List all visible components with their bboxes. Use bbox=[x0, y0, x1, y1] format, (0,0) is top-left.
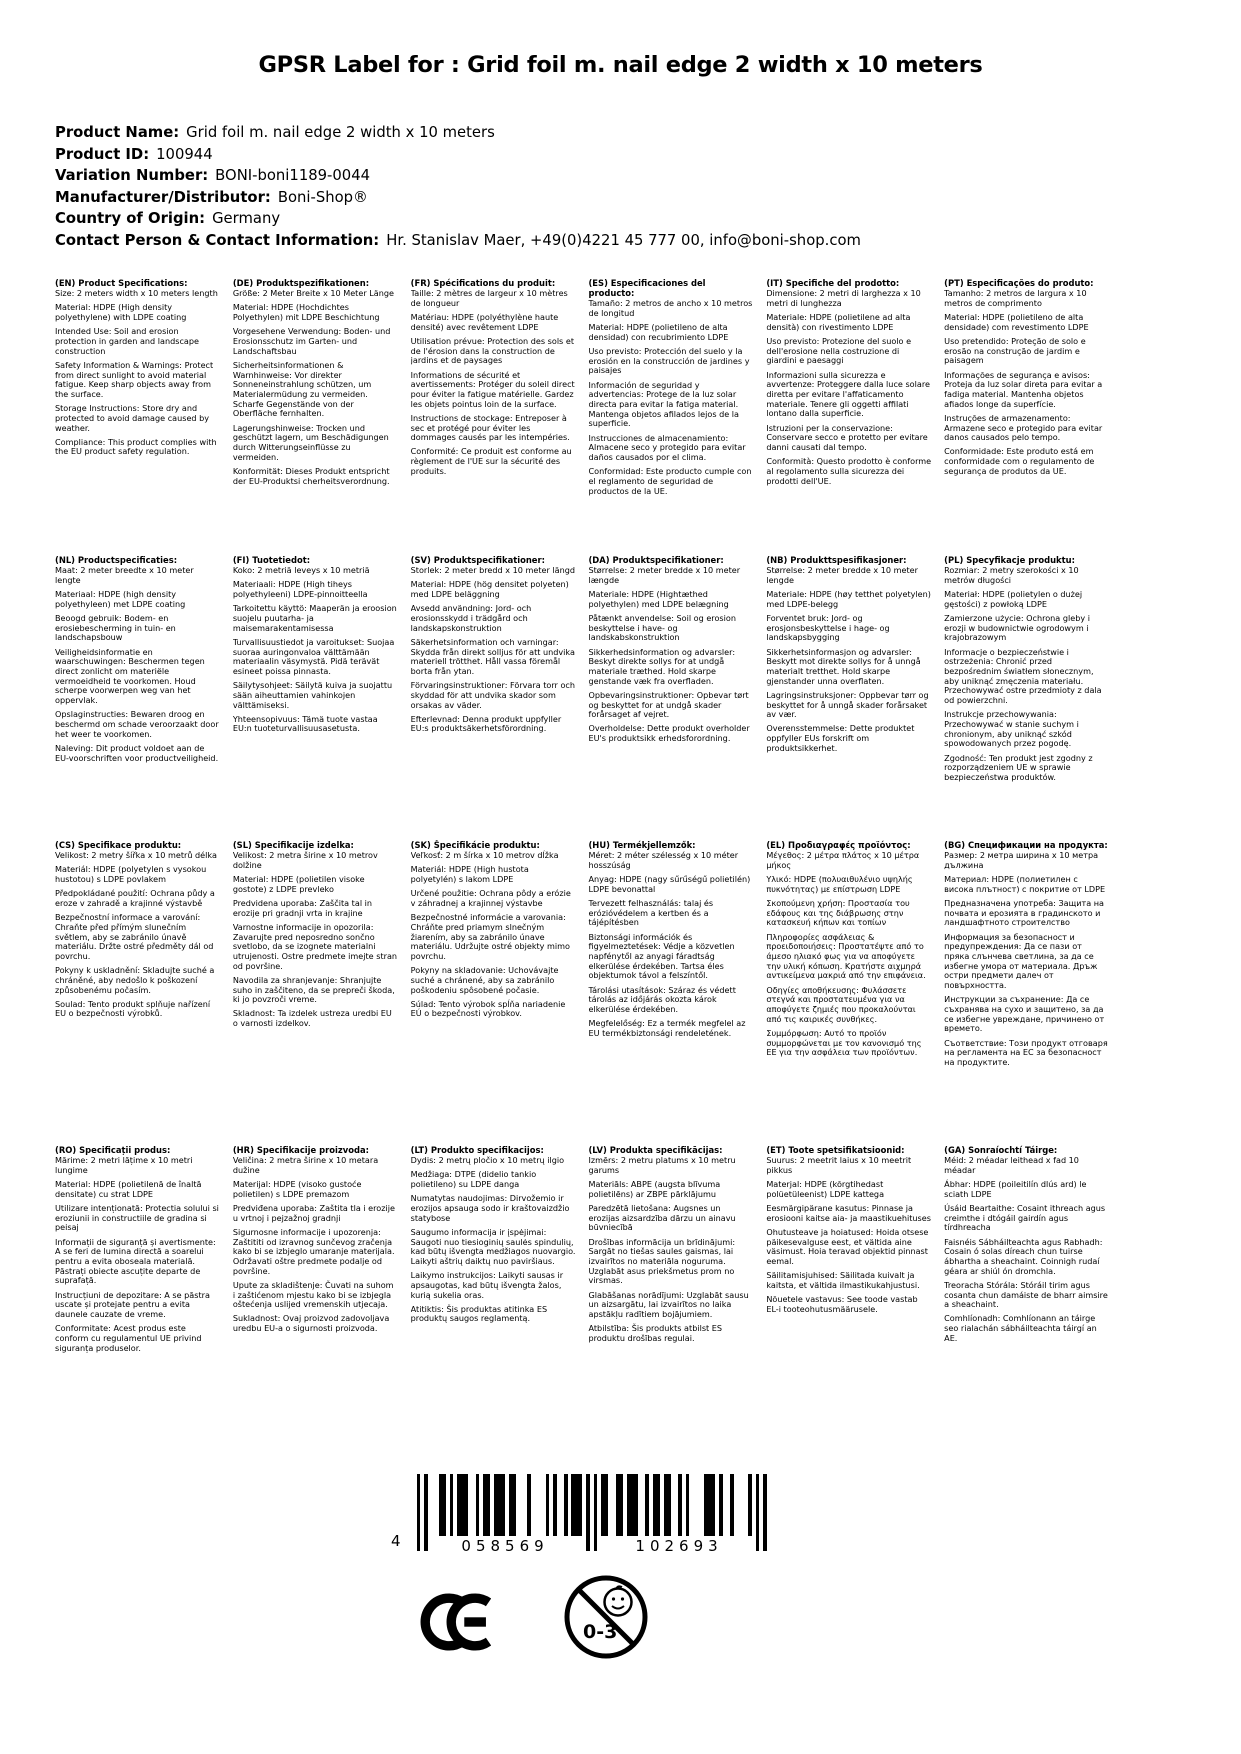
spec-paragraph: Μέγεθος: 2 μέτρα πλάτος x 10 μέτρα μήκος bbox=[766, 850, 920, 870]
spec-paragraph: Compliance: This product complies with the EU product safety regulation. bbox=[55, 436, 217, 457]
info-row-3 bbox=[55, 187, 861, 209]
spec-paragraph: Conformidade: Este produto está em conformidade com o regulamento de segurança de produtos da UE. bbox=[944, 446, 1095, 476]
spec-paragraph: Предназначена употреба: Защита на почвата и ерозията в градинското и ландшафтното строителство bbox=[944, 897, 1104, 928]
spec-paragraph: Uso previsto: Protezione del suolo e dell'erosione nella costruzione di giardini e paesaggi bbox=[766, 335, 912, 366]
spec-paragraph: Zgodność: Ten produkt jest zgodny z rozporządzeniem UE w sprawie bezpieczeństwa produktów. bbox=[944, 752, 1093, 782]
spec-paragraph: Dydis: 2 metrų pločio x 10 metrų ilgio bbox=[410, 1155, 565, 1166]
spec-paragraph: Σκοπούμενη χρήση: Προστασία του εδάφους και της διάβρωσης στην κατασκευή κήπων και τοπίων bbox=[766, 897, 910, 928]
spec-paragraph: Material: HDPE (polietileno de alta densidad) con recubrimiento LDPE bbox=[588, 322, 729, 342]
spec-paragraph: Safety Information & Warnings: Protect from direct sunlight to avoid material fatigue. Keep sharp objects away from the surface. bbox=[55, 359, 214, 399]
spec-paragraph: Materijal: HDPE (visoko gustoće polietilen) s LDPE premazom bbox=[232, 1178, 362, 1199]
spec-paragraph: Intended Use: Soil and erosion protection in garden and landscape construction bbox=[55, 326, 199, 356]
spec-block-ro bbox=[55, 1145, 222, 1475]
spec-heading: (ES) Especificaciones del producto: bbox=[588, 278, 706, 299]
spec-heading: (FI) Tuotetiedot: bbox=[232, 555, 311, 565]
spec-paragraph: Lagerungshinweise: Trocken und geschützt lagern, um Beschädigungen durch Witterungseinflüsse zu vermeiden. bbox=[232, 422, 389, 462]
spec-paragraph: Bezpečnostní informace a varování: Chraňte před přímým slunečním světlem, aby se zabránilo únavě materiálu. Držte ostré předměty dál od povrchu. bbox=[55, 912, 214, 961]
spec-paragraph: Skladnost: Ta izdelek ustreza uredbi EU o varnosti izdelkov. bbox=[232, 1008, 392, 1029]
spec-paragraph: Påtænkt anvendelse: Soil og erosion beskyttelse i have- og landskabskonstruktion bbox=[588, 612, 736, 643]
spec-block-da bbox=[588, 555, 755, 840]
spec-paragraph: Säkerhetsinformation och varningar: Skydda från direkt solljus för att undvika materiell trötthet. Håll vassa föremål borta från ytan. bbox=[410, 636, 575, 676]
spec-paragraph: Инструкции за съхранение: Да се съхранява на сухо и защитено, за да се избегне увреждане, причинено от времето. bbox=[944, 994, 1105, 1034]
spec-heading: (LT) Produkto specifikacijos: bbox=[410, 1145, 544, 1155]
info-value: Boni-Shop® bbox=[277, 188, 368, 206]
spec-block-bg bbox=[944, 840, 1111, 1145]
spec-block-lt bbox=[411, 1145, 578, 1475]
spec-paragraph: Материал: HDPE (полиетилен с висока плътност) с покритие от LDPE bbox=[944, 873, 1106, 894]
spec-paragraph: Istruzioni per la conservazione: Conservare secco e protetto per evitare danni causati dal tempo. bbox=[766, 422, 928, 452]
spec-paragraph: Paredzētā lietošana: Augsnes un erozijas aizsardzība dārzu un ainavu būvniecībā bbox=[588, 1202, 736, 1233]
spec-block-et bbox=[766, 1145, 933, 1475]
spec-block-pt bbox=[944, 278, 1111, 555]
spec-paragraph: Conformité: Ce produit est conforme au règlement de l'UE sur la sécurité des produits. bbox=[410, 446, 572, 476]
spec-paragraph: Material: HDPE (polietilen visoke gostote) z LDPE prevleko bbox=[232, 873, 365, 894]
spec-paragraph: Størrelse: 2 meter bredde x 10 meter lengde bbox=[766, 565, 918, 585]
spec-paragraph: Material: HDPE (polietilenă de înaltă densitate) cu strat LDPE bbox=[55, 1178, 202, 1199]
spec-paragraph: Opbevaringsinstruktioner: Opbevar tørt og beskyttet for at undgå skader forårsaget af vejret. bbox=[588, 689, 749, 720]
spec-heading: (BG) Спецификации на продукта: bbox=[944, 840, 1108, 850]
spec-paragraph: Förvaringsinstruktioner: Förvara torr och skyddad för att undvika skador som orsakas av väder. bbox=[410, 680, 575, 710]
spec-paragraph: Informații de siguranță și avertismente: A se feri de lumina directă a soarelui pentru a evita oboseala materială. Păstrați obiecte ascuțite departe de suprafață. bbox=[55, 1236, 216, 1286]
info-label: Manufacturer/Distributor: bbox=[55, 188, 271, 206]
barcode-bar bbox=[763, 1474, 767, 1551]
spec-paragraph: Forventet bruk: Jord- og erosjonsbeskyttelse i hage- og landskapsbygging bbox=[766, 612, 890, 643]
spec-paragraph: Koko: 2 metriä leveys x 10 metriä bbox=[232, 565, 370, 576]
barcode-bars bbox=[417, 1474, 767, 1555]
spec-paragraph: Veľkosť: 2 m šírka x 10 metrov dĺžka bbox=[410, 850, 559, 861]
info-row-5 bbox=[55, 230, 861, 252]
spec-paragraph: Anyag: HDPE (nagy sűrűségű polietilén) LDPE bevonattal bbox=[588, 873, 751, 894]
spec-paragraph: Συμμόρφωση: Αυτό το προϊόν συμμορφώνεται με τον κανονισμό της ΕΕ για την ασφάλεια των προϊόντων. bbox=[766, 1027, 922, 1058]
spec-heading: (DA) Produktspecifikationer: bbox=[588, 555, 724, 565]
spec-block-es bbox=[588, 278, 755, 555]
spec-paragraph: Tarkoitettu käyttö: Maaperän ja eroosion suojelu puutarha- ja maisemarakentamisessa bbox=[232, 603, 397, 633]
spec-paragraph: Taille: 2 mètres de largeur x 10 mètres de longueur bbox=[410, 288, 568, 308]
spec-paragraph: Sikkerhedsinformation og advarsler: Beskyt direkte sollys for at undgå materiale træthed. Hold skarpe genstande væk fra overfladen. bbox=[588, 646, 736, 686]
spec-paragraph: Instrucțiuni de depozitare: A se păstra uscate și protejate pentru a evita daunele cauzate de vreme. bbox=[55, 1289, 210, 1319]
spec-heading: (SL) Specifikacije izdelka: bbox=[232, 840, 354, 850]
spec-paragraph: Materjal: HDPE (kõrgtihedast polüetüleenist) LDPE kattega bbox=[766, 1178, 885, 1199]
spec-paragraph: Sukladnost: Ovaj proizvod zadovoljava uredbu EU-a o sigurnosti proizvoda. bbox=[232, 1313, 390, 1334]
spec-paragraph: Material: HDPE (Hochdichtes Polyethylen) mit LDPE Beschichtung bbox=[232, 302, 380, 322]
spec-heading: (PT) Especificações do produto: bbox=[944, 278, 1094, 288]
spec-heading: (EN) Product Specifications: bbox=[55, 278, 188, 288]
spec-paragraph: Comhlíonadh: Comhlíonann an táirge seo rialachán sábháilteachta táirgí an AE. bbox=[944, 1313, 1097, 1343]
spec-block-el bbox=[766, 840, 933, 1145]
spec-paragraph: Materiál: HDPE (polyetylen s vysokou hustotou) s LDPE povlakem bbox=[55, 864, 207, 884]
page-title: GPSR Label for : Grid foil m. nail edge 2 width x 10 meters bbox=[258, 52, 983, 78]
spec-block-hu bbox=[588, 840, 755, 1145]
spec-paragraph: Υλικό: HDPE (πολυαιθυλένιο υψηλής πυκνότητας) με επίστρωση LDPE bbox=[766, 873, 913, 894]
spec-paragraph: Instructions de stockage: Entreposer à sec et protégé pour éviter les dommages causés par les intempéries. bbox=[410, 412, 570, 443]
spec-block-sl bbox=[233, 840, 400, 1145]
barcode-digits-group1: 058569 bbox=[461, 1537, 549, 1555]
spec-paragraph: Instrukcje przechowywania: Przechowywać w stanie suchym i chronionym, aby uniknąć szkód spowodowanych przez pogodę. bbox=[944, 709, 1079, 749]
info-label: Product Name: bbox=[55, 124, 180, 141]
spec-paragraph: Velikost: 2 metra širine x 10 metrov dolžine bbox=[232, 850, 378, 870]
spec-paragraph: Opslaginstructies: Bewaren droog en beschermd om schade veroorzaakt door het weer te voorkomen. bbox=[55, 709, 219, 739]
info-value: Grid foil m. nail edge 2 width x 10 meters bbox=[186, 124, 495, 141]
spec-paragraph: Οδηγίες αποθήκευσης: Φυλάσσετε στεγνά και προστατευμένα για να αποφύγετε ζημιές που προκαλούνται από τις καιρικές συνθήκες. bbox=[766, 984, 916, 1024]
spec-paragraph: Veiligheidsinformatie en waarschuwingen: Beschermen tegen direct zonlicht om materiële vermoeidheid te voorkomen. Houd scherpe voorwerpen weg van het oppervlak. bbox=[55, 646, 205, 706]
spec-paragraph: Informações de segurança e avisos: Proteja da luz solar direta para evitar a fadiga material. Mantenha objetos afiados longe da superfície. bbox=[944, 369, 1103, 409]
info-value: 100944 bbox=[156, 145, 213, 163]
age-warning-text: 0-3 bbox=[583, 1621, 618, 1643]
spec-block-it bbox=[766, 278, 933, 555]
spec-paragraph: Méid: 2 méadar leithead x fad 10 méadar bbox=[944, 1155, 1079, 1175]
spec-paragraph: Určené použitie: Ochrana pôdy a erózie v záhradnej a krajinnej výstavbe bbox=[410, 888, 571, 908]
spec-paragraph: Medžiaga: DTPE (didelio tankio polietileno) su LDPE danga bbox=[410, 1169, 537, 1189]
spec-block-nl bbox=[55, 555, 222, 840]
spec-paragraph: Informazioni sulla sicurezza e avvertenze: Proteggere dalla luce solare diretta per evitare l'affaticamento materiale. Tenere gli oggetti affilati lontano dalla superficie. bbox=[766, 369, 930, 419]
spec-paragraph: Súlad: Tento výrobok spĺňa nariadenie EÚ o bezpečnosti výrobkov. bbox=[410, 998, 566, 1019]
info-row-1 bbox=[55, 144, 861, 166]
spec-paragraph: Size: 2 meters width x 10 meters length bbox=[55, 288, 218, 299]
spec-block-fr bbox=[411, 278, 578, 555]
barcode-digit-left: 4 bbox=[391, 1532, 401, 1550]
info-label: Product ID: bbox=[55, 145, 150, 163]
spec-paragraph: Størrelse: 2 meter bredde x 10 meter længde bbox=[588, 565, 741, 585]
spec-paragraph: Sigurnosne informacije i upozorenja: Zaštititi od izravnog sunčevog zračenja kako bi se izbjeglo umaranje materijala. Održavati oštre predmete podalje od površine. bbox=[232, 1226, 395, 1276]
spec-block-fi bbox=[233, 555, 400, 840]
spec-paragraph: Numatytas naudojimas: Dirvožemio ir erozijos apsauga sodo ir kraštovaizdžio statybose bbox=[410, 1193, 570, 1223]
spec-heading: (SV) Produktspecifikationer: bbox=[410, 555, 545, 565]
product-info bbox=[55, 122, 861, 251]
spec-block-en bbox=[55, 278, 222, 555]
spec-paragraph: Pokyny k uskladnění: Skladujte suché a chráněné, aby nedošlo k poškození způsobenému počasím. bbox=[55, 965, 215, 995]
spec-block-pl bbox=[944, 555, 1111, 840]
spec-heading: (ET) Toote spetsifikatsioonid: bbox=[766, 1145, 905, 1155]
spec-grid bbox=[55, 278, 1111, 1475]
spec-paragraph: Utilisation prévue: Protection des sols et de l'érosion dans la construction de jardins et de paysages bbox=[410, 335, 575, 366]
barcode-digits-group2: 102693 bbox=[635, 1537, 723, 1555]
spec-paragraph: Upute za skladištenje: Čuvati na suhom i zaštićenom mjestu kako bi se izbjegla oštećenja uslijed vremenskih utjecaja. bbox=[232, 1279, 394, 1310]
spec-paragraph: Conformitate: Acest produs este conform cu regulamentul UE privind siguranța produselor. bbox=[55, 1323, 202, 1353]
spec-heading: (CS) Specifikace produktu: bbox=[55, 840, 182, 850]
spec-paragraph: Glabāšanas norādījumi: Uzglabāt sausu un aizsargātu, lai izvairītos no laika apstākļu radītiem bojājumiem. bbox=[588, 1289, 749, 1319]
spec-paragraph: Varnostne informacije in opozorila: Zavarujte pred neposredno sončno svetlobo, da se izognete materialni utrujenosti. Ostre predmete imejte stran od površine. bbox=[232, 921, 398, 971]
spec-paragraph: Dimensione: 2 metri di larghezza x 10 metri di lunghezza bbox=[766, 288, 921, 308]
spec-paragraph: Pokyny na skladovanie: Uchovávajte suché a chránené, aby sa zabránilo poškodeniu spôsobené počasie. bbox=[410, 965, 559, 995]
spec-paragraph: Úsáid Beartaithe: Cosaint ithreach agus creimthe i dtógáil gairdín agus tírdhreacha bbox=[944, 1202, 1106, 1233]
spec-paragraph: Turvallisuustiedot ja varoitukset: Suojaa suoraa auringonvaloa välttämään materiaalin väsymystä. Pidä terävät esineet poissa pinnasta. bbox=[232, 636, 395, 676]
spec-paragraph: Atitiktis: Šis produktas atitinka ES produktų saugos reglamentą. bbox=[410, 1303, 548, 1324]
spec-paragraph: Overensstemmelse: Dette produktet oppfyller EUs forskrift om produktsikkerhet. bbox=[766, 723, 915, 753]
spec-paragraph: Съответствие: Този продукт отговаря на регламента на ЕС за безопасност на продуктите. bbox=[944, 1037, 1108, 1067]
info-row-4 bbox=[55, 208, 861, 230]
spec-paragraph: Storlek: 2 meter bredd x 10 meter längd bbox=[410, 565, 575, 576]
spec-paragraph: Maat: 2 meter breedte x 10 meter lengte bbox=[55, 565, 194, 585]
spec-paragraph: Biztonsági információk és figyelmeztetések: Védje a közvetlen napfénytől az anyagi fáradtság elkerülése érdekében. Tartsa éles objektumok távol a felszíntől. bbox=[588, 931, 735, 981]
spec-paragraph: Säilitamisjuhised: Säilitada kuivalt ja kaitsta, et vältida ilmastikukahjustusi. bbox=[766, 1270, 920, 1290]
spec-paragraph: Conformidad: Este producto cumple con el reglamento de seguridad de productos de la UE. bbox=[588, 466, 752, 496]
spec-paragraph: Materiaal: HDPE (high density polyethyleen) met LDPE coating bbox=[55, 588, 186, 609]
spec-paragraph: Materiale: HDPE (høy tetthet polyetylen) med LDPE-belegg bbox=[766, 588, 931, 609]
spec-paragraph: Méret: 2 méter szélesség x 10 méter hosszúság bbox=[588, 850, 739, 870]
spec-paragraph: Megfelelőség: Ez a termék megfelel az EU termékbiztonsági rendeletének. bbox=[588, 1018, 746, 1038]
spec-heading: (LV) Produkta specifikācijas: bbox=[588, 1145, 723, 1155]
info-label: Contact Person & Contact Information: bbox=[55, 231, 380, 249]
spec-paragraph: Informations de sécurité et avertissements: Protéger du soleil direct pour éviter la fatigue matérielle. Gardez les objets pointus loin de la surface. bbox=[410, 369, 575, 409]
spec-paragraph: Instruções de armazenamento: Armazene seco e protegido para evitar danos causados pelo tempo. bbox=[944, 412, 1103, 443]
spec-paragraph: Lagringsinstruksjoner: Oppbevar tørr og beskyttet for å unngå skader forårsaket av vær. bbox=[766, 689, 929, 720]
spec-block-sv bbox=[411, 555, 578, 840]
spec-block-lv bbox=[588, 1145, 755, 1475]
spec-paragraph: Uso previsto: Protección del suelo y la erosión en la construcción de jardines y paisajes bbox=[588, 345, 750, 376]
spec-paragraph: Efterlevnad: Denna produkt uppfyller EU:s produktsäkerhetsförordning. bbox=[410, 713, 562, 734]
spec-heading: (DE) Produktspezifikationen: bbox=[232, 278, 370, 288]
spec-paragraph: Instrucciones de almacenamiento: Almacene seco y protegido para evitar daños causados por el clima. bbox=[588, 432, 746, 462]
spec-paragraph: Saugumo informacija ir įspėjimai: Saugoti nuo tiesioginių saulės spindulių, kad būtų išvengta medžiagos nuovargio. Laikyti aštrių daiktų nuo paviršiaus. bbox=[410, 1226, 576, 1266]
spec-paragraph: Material: HDPE (High density polyethylene) with LDPE coating bbox=[55, 302, 187, 322]
spec-paragraph: Tervezett felhasználás: talaj és erózióvédelem a kertben és a tájépítésben bbox=[588, 897, 714, 928]
spec-heading: (GA) Sonraíochtí Táirge: bbox=[944, 1145, 1058, 1155]
spec-paragraph: Beoogd gebruik: Bodem- en erosiebescherming in tuin- en landschapsbouw bbox=[55, 612, 176, 643]
ce-mark-icon bbox=[413, 1593, 491, 1655]
spec-paragraph: Konformität: Dieses Produkt entspricht der EU-Produktsi cherheitsverordnung. bbox=[232, 465, 390, 486]
spec-heading: (HR) Specifikacije proizvoda: bbox=[232, 1145, 369, 1155]
spec-paragraph: Predvidena uporaba: Zaščita tal in erozije pri gradnji vrta in krajine bbox=[232, 897, 373, 918]
spec-paragraph: Información de seguridad y advertencias: Protege de la luz solar directa para evitar la fatiga material. Mantenga objetos afilados lejos de la superficie. bbox=[588, 379, 740, 429]
spec-paragraph: Drošības informācija un brīdinājumi: Sargāt no tiešas saules gaismas, lai izvairītos no materiāla noguruma. Uzglabāt asus priekšmetus prom no virsmas. bbox=[588, 1236, 736, 1286]
spec-block-de bbox=[233, 278, 400, 555]
spec-paragraph: Bezpečnostné informácie a varovania: Chráňte pred priamym slnečným žiarením, aby sa zabránilo únave materiálu. Udržujte ostré objekty mimo povrchu. bbox=[410, 912, 571, 961]
info-value: Germany bbox=[212, 210, 281, 227]
spec-paragraph: Material: HDPE (hög densitet polyeten) med LDPE beläggning bbox=[410, 579, 569, 599]
spec-heading: (HU) Termékjellemzők: bbox=[588, 840, 696, 850]
spec-paragraph: Laikymo instrukcijos: Laikyti sausas ir apsaugotas, kad būtų išvengta žalos, kurią sukelia oras. bbox=[410, 1270, 564, 1300]
spec-paragraph: Größe: 2 Meter Breite x 10 Meter Länge bbox=[232, 288, 394, 299]
info-row-0 bbox=[55, 122, 861, 144]
spec-paragraph: Vorgesehene Verwendung: Boden- und Erosionsschutz im Garten- und Landschaftsbau bbox=[232, 326, 391, 356]
spec-paragraph: Materiaali: HDPE (High tiheys polyethyleeni) LDPE-pinnoitteella bbox=[232, 579, 368, 599]
spec-paragraph: Информация за безопасност и предупреждения: Да се пази от пряка слънчева светлина, за да се избегне умора от материала. Дръж остри предмети далеч от повърхността. bbox=[944, 931, 1098, 991]
spec-heading: (IT) Specifiche del prodotto: bbox=[766, 278, 900, 288]
spec-heading: (EL) Προδιαγραφές προϊόντος: bbox=[766, 840, 911, 850]
spec-paragraph: Zamierzone użycie: Ochrona gleby i erozji w budownictwie ogrodowym i krajobrazowym bbox=[944, 612, 1090, 643]
spec-paragraph: Atbilstība: Šis produkts atbilst ES produktu drošības regulai. bbox=[588, 1323, 723, 1343]
spec-paragraph: Storage Instructions: Store dry and protected to avoid damage caused by weather. bbox=[55, 403, 210, 433]
spec-heading: (NB) Produkttspesifikasjoner: bbox=[766, 555, 907, 565]
spec-paragraph: Sikkerhetsinformasjon og advarsler: Beskytt mot direkte sollys for å unngå materialt tretthet. Hold skarpe gjenstander unna overflaten. bbox=[766, 646, 921, 686]
spec-paragraph: Matériau: HDPE (polyéthylène haute densité) avec revêtement LDPE bbox=[410, 311, 559, 332]
spec-paragraph: Sicherheitsinformationen & Warnhinweise: Vor direkter Sonneneinstrahlung schützen, um Materialermüdung zu vermeiden. Scharfe Gegenstände von der Oberfläche fernhalten. bbox=[232, 359, 372, 419]
spec-paragraph: Materiale: HDPE (polietilene ad alta densità) con rivestimento LDPE bbox=[766, 311, 911, 332]
spec-paragraph: Uso pretendido: Proteção de solo e erosão na construção de jardim e paisagem bbox=[944, 335, 1086, 366]
spec-paragraph: Informacje o bezpieczeństwie i ostrzeżenia: Chronić przed bezpośrednim światłem słonecznym, aby uniknąć zmęczenia materiału. Przechowywać ostre przedmioty z dala od powierzchni. bbox=[944, 646, 1102, 706]
info-label: Country of Origin: bbox=[55, 210, 206, 227]
spec-paragraph: Yhteensopivuus: Tämä tuote vastaa EU:n tuoteturvallisuusasetusta. bbox=[232, 713, 378, 734]
spec-paragraph: Faisnéis Sábháilteachta agus Rabhadh: Cosain ó solas díreach chun tuirse ábhartha a sheachaint. Coinnigh rudaí géara ar shiúl ón dromchla. bbox=[944, 1236, 1103, 1276]
spec-paragraph: Materiale: HDPE (Hightæthed polyethylen) med LDPE belægning bbox=[588, 588, 729, 609]
spec-paragraph: Izmērs: 2 metru platums x 10 metru garums bbox=[588, 1155, 736, 1175]
spec-block-sk bbox=[411, 840, 578, 1145]
info-value: Hr. Stanislav Maer, +49(0)4221 45 777 00, info@boni-shop.com bbox=[386, 231, 861, 249]
spec-heading: (PL) Specyfikacje produktu: bbox=[944, 555, 1075, 565]
info-row-2 bbox=[55, 165, 861, 187]
spec-paragraph: Veličina: 2 metra širine x 10 metara dužine bbox=[232, 1155, 379, 1175]
spec-paragraph: Säilytysohjeet: Säilytä kuiva ja suojattu sään aiheuttamien vahinkojen välttämiseksi. bbox=[232, 680, 393, 710]
spec-block-cs bbox=[55, 840, 222, 1145]
spec-paragraph: Ábhar: HDPE (poileitilín dlús ard) le sciath LDPE bbox=[944, 1178, 1087, 1199]
spec-paragraph: Materiál: HDPE (High hustota polyetylén) s lakom LDPE bbox=[410, 864, 529, 884]
spec-paragraph: Materiāls: ABPE (augsta blīvuma polietilēns) ar ZBPE pārklājumu bbox=[588, 1178, 721, 1199]
spec-heading: (FR) Spécifications du produit: bbox=[410, 278, 556, 288]
barcode bbox=[391, 1474, 767, 1574]
spec-heading: (NL) Productspecificaties: bbox=[55, 555, 178, 565]
spec-paragraph: Размер: 2 метра ширина x 10 метра дължина bbox=[944, 850, 1099, 870]
spec-paragraph: Predviđena uporaba: Zaštita tla i erozije u vrtnoj i pejzažnoj gradnji bbox=[232, 1202, 395, 1223]
spec-paragraph: Avsedd användning: Jord- och erosionsskydd i trädgård och landskapskonstruktion bbox=[410, 603, 532, 633]
spec-heading: (SK) Špecifikácie produktu: bbox=[410, 840, 540, 850]
spec-paragraph: Soulad: Tento produkt splňuje nařízení EU o bezpečnosti výrobků. bbox=[55, 998, 211, 1019]
spec-paragraph: Conformità: Questo prodotto è conforme al regolamento sulla sicurezza dei prodotti dell'UE. bbox=[766, 456, 932, 486]
spec-paragraph: Material: HDPE (polietileno de alta densidade) com revestimento LDPE bbox=[944, 311, 1089, 332]
spec-paragraph: Overholdelse: Dette produkt overholder EU's produktsikk erhedsforordning. bbox=[588, 723, 750, 744]
spec-block-nb bbox=[766, 555, 933, 840]
spec-paragraph: Velikost: 2 metry šířka x 10 metrů délka bbox=[55, 850, 217, 861]
spec-paragraph: Eesmärgipärane kasutus: Pinnase ja erosiooni kaitse aia- ja maastikuehituses bbox=[766, 1202, 931, 1223]
spec-paragraph: Navodila za shranjevanje: Shranjujte suho in zaščiteno, da se prepreči škoda, ki jo povzroči vreme. bbox=[232, 974, 395, 1005]
spec-paragraph: Předpokládané použití: Ochrana půdy a eroze v zahradě a krajinné výstavbě bbox=[55, 888, 215, 908]
info-value: BONI-boni1189-0044 bbox=[215, 167, 371, 184]
spec-paragraph: Ohutusteave ja hoiatused: Hoida otsese päikesevalguse eest, et vältida aine väsimust. Hoia teravad objektid pinnast eemal. bbox=[766, 1226, 929, 1266]
spec-paragraph: Tárolási utasítások: Száraz és védett tárolás az időjárás okozta károk elkerülése érdekében. bbox=[588, 984, 736, 1014]
spec-paragraph: Mărime: 2 metri lățime x 10 metri lungime bbox=[55, 1155, 193, 1175]
spec-paragraph: Treoracha Stórála: Stóráil tirim agus cosanta chun damáiste de bharr aimsire a sheachaint. bbox=[944, 1279, 1108, 1310]
spec-paragraph: Materiał: HDPE (polietylen o dużej gęstości) z powłoką LDPE bbox=[944, 588, 1083, 609]
spec-block-ga bbox=[944, 1145, 1111, 1475]
spec-heading: (RO) Specificații produs: bbox=[55, 1145, 171, 1155]
spec-block-hr bbox=[233, 1145, 400, 1475]
spec-paragraph: Rozmiar: 2 metry szerokości x 10 metrów długości bbox=[944, 565, 1079, 585]
age-warning-icon bbox=[561, 1572, 651, 1666]
spec-paragraph: Nõuetele vastavus: See toode vastab EL-i tooteohutusmäärusele. bbox=[766, 1294, 918, 1314]
spec-paragraph: Suurus: 2 meetrit laius x 10 meetrit pikkus bbox=[766, 1155, 912, 1175]
spec-paragraph: Naleving: Dit product voldoet aan de EU-voorschriften voor productveiligheid. bbox=[55, 742, 219, 763]
info-label: Variation Number: bbox=[55, 167, 209, 184]
spec-paragraph: Tamaño: 2 metros de ancho x 10 metros de longitud bbox=[588, 298, 753, 318]
spec-paragraph: Tamanho: 2 metros de largura x 10 metros de comprimento bbox=[944, 288, 1087, 308]
spec-paragraph: Utilizare intenționată: Protectia solului si eroziunii in constructiile de gradina si peisaj bbox=[55, 1202, 219, 1233]
spec-paragraph: Πληροφορίες ασφάλειας & προειδοποιήσεις: Προστατέψτε από το άμεσο ηλιακό φως για να αποφύγετε την υλική κόπωση. Κρατήστε αιχμηρά αντικείμενα μακριά από την επιφάνεια. bbox=[766, 931, 926, 981]
